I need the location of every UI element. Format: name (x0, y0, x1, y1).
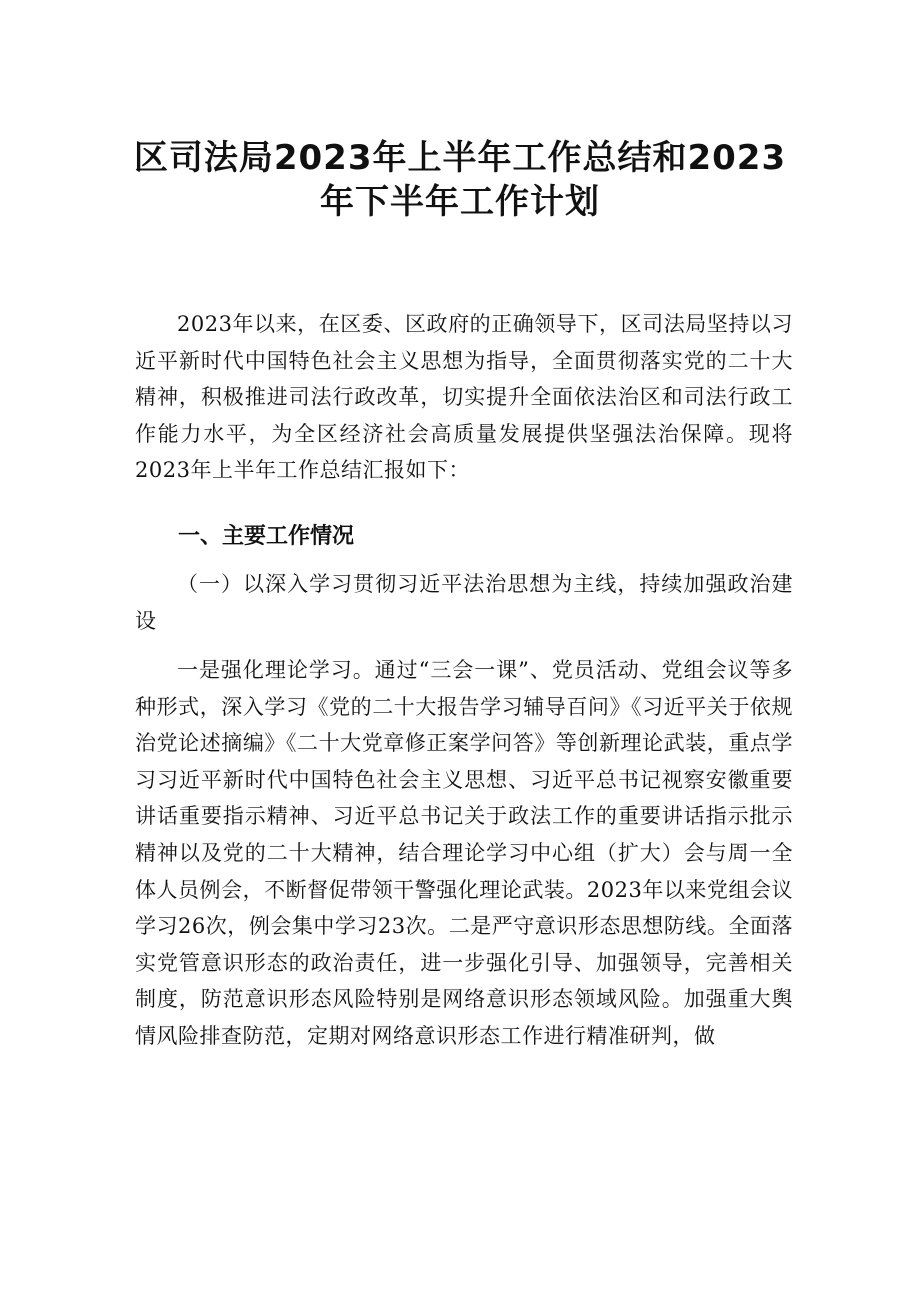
subsection-heading-political-building: （一）以深入学习贯彻习近平法治思想为主线，持续加强政治建设 (135, 572, 793, 633)
intro-paragraph: 2023年以来，在区委、区政府的正确领导下，区司法局坚持以习近平新时代中国特色社会主义思想为指导，全面贯彻落实党的二十大精神，积极推进司法行政改革，切实提升全面依法治区和司法行政工作能力水平，为全区经济社会高质量发展提供坚强法治保障。现将2023年上半年工作总结汇报如下： (135, 312, 793, 483)
document-title-line-2: 年下半年工作计划 (320, 182, 600, 222)
section-heading-main-work: 一、主要工作情况 (178, 524, 355, 549)
document-title-line-1: 区司法局2023年上半年工作总结和2023 (133, 138, 787, 178)
paragraph-theory-study: 一是强化理论学习。通过“三会一课”、党员活动、党组会议等多种形式，深入学习《党的二十大报告学习辅导百问》《习近平关于依规治党论述摘编》《二十大党章修正案学问答》等创新理论武装，重点学习习近平新时代中国特色社会主义思想、习近平总书记视察安徽重要讲话重要指示精神、习近平总书记关于政法工作的重要讲话指示批示精神以及党的二十大精神，结合理论学习中心组（扩大）会与周一全体人员例会，不断督促带领干警强化理论武装。2023年以来党组会议学习26次，例会集中学习23次。二是严守意识形态思想防线。全面落实党管意识形态的政治责任，进一步强化引导、加强领导，完善相关制度，防范意识形态风险特别是网络意识形态领域风险。加强重大舆情风险排查防范，定期对网络意识形态工作进行精准研判，做 (135, 658, 793, 1048)
